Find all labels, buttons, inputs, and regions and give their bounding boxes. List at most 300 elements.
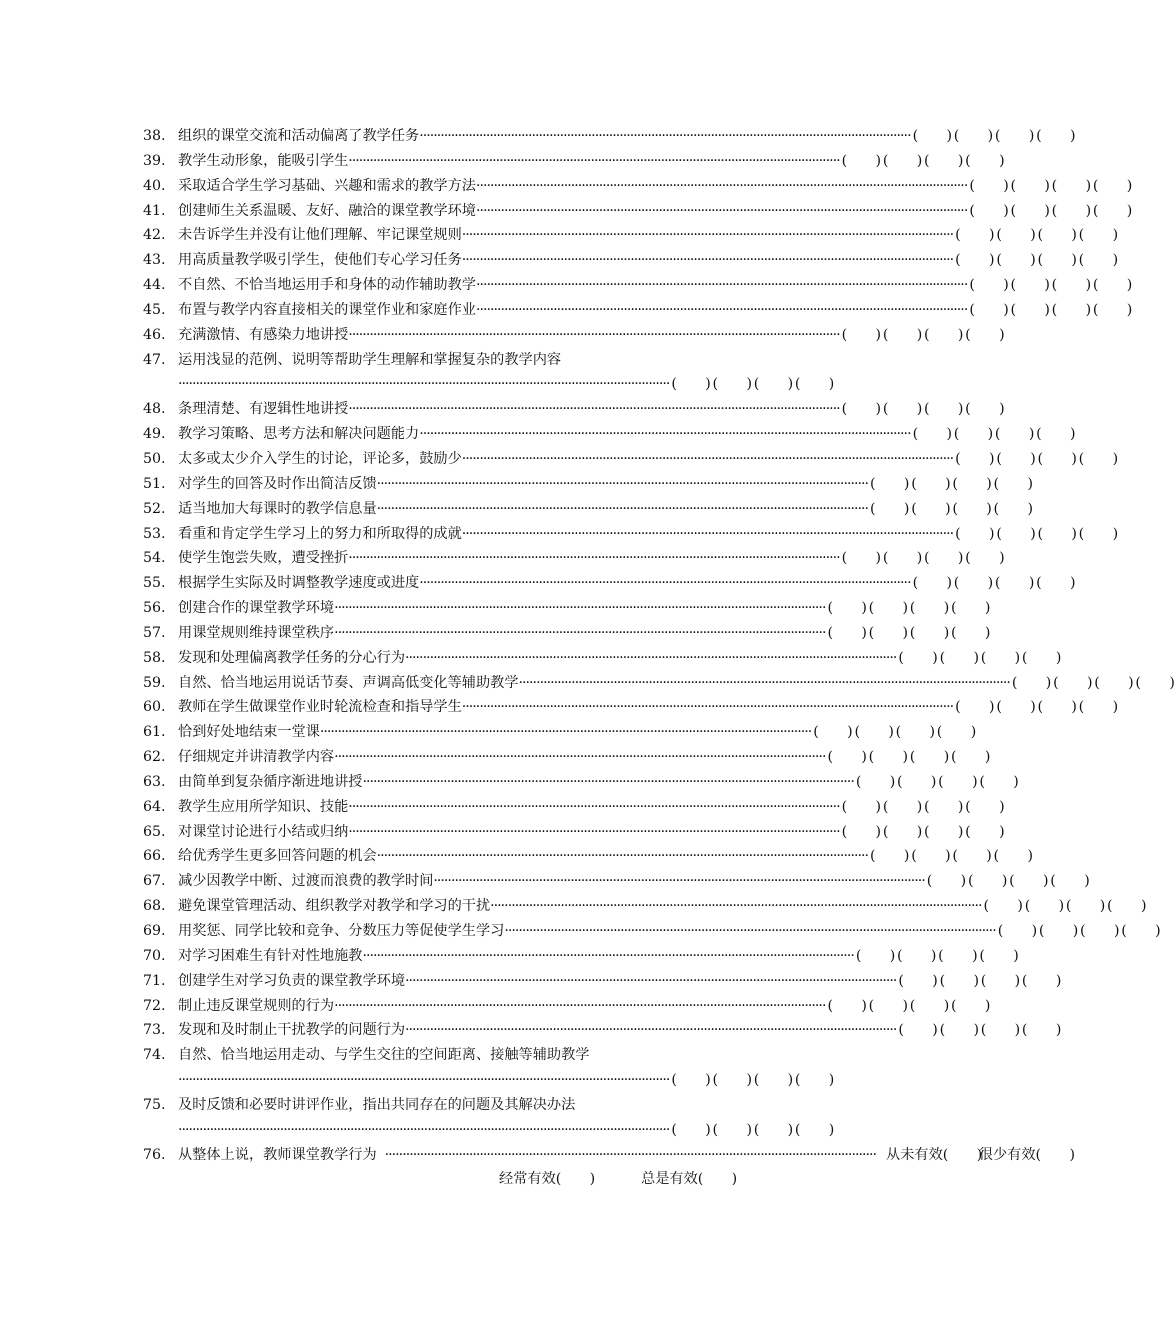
rating-checkbox[interactable]: ( ): [827, 749, 867, 766]
item-text: 自然、恰当地运用走动、与学生交往的空间距离、接触等辅助教学: [178, 1047, 590, 1064]
rating-checkbox[interactable]: ( ): [868, 749, 909, 766]
rating-checkbox[interactable]: ( ): [955, 252, 995, 269]
rating-checkbox[interactable]: ( ): [1092, 202, 1133, 219]
rating-checkbox[interactable]: ( ): [671, 1072, 711, 1089]
option-checkbox[interactable]: ( ): [697, 1171, 738, 1188]
dot-leader: ············································································································································: [178, 376, 670, 393]
dot-leader: ············································································································································: [376, 475, 869, 492]
rating-checkbox[interactable]: ( ): [967, 873, 1008, 890]
item-text: 及时反馈和必要时讲评作业，指出共同存在的问题及其解决办法: [178, 1096, 576, 1113]
rating-checkbox[interactable]: ( ): [926, 873, 967, 890]
survey-item: [143, 323, 1005, 348]
survey-item: [143, 820, 1005, 845]
rating-checkbox[interactable]: ( ): [1011, 674, 1052, 691]
item-number: 53.: [143, 525, 166, 542]
rating-boxes: [969, 199, 1132, 224]
item-text: 运用浅显的范例、说明等帮助学生理解和掌握复杂的教学内容: [178, 351, 562, 368]
rating-checkbox[interactable]: ( ): [1121, 923, 1161, 939]
rating-boxes: [827, 745, 990, 770]
rating-checkbox[interactable]: ( ): [993, 848, 1033, 865]
dot-leader: ············································································································································: [475, 202, 968, 219]
rating-checkbox[interactable]: ( ): [1010, 202, 1050, 219]
item-number: 71.: [143, 972, 166, 989]
rating-checkbox[interactable]: ( ): [882, 152, 923, 169]
survey-item: [143, 844, 1033, 869]
rating-checkbox[interactable]: ( ): [1092, 301, 1133, 318]
dot-leader: ············································································································································: [433, 873, 925, 890]
rating-checkbox[interactable]: ( ): [923, 798, 964, 815]
item-text: 教学生动形象，能吸引学生: [178, 152, 349, 169]
survey-item: [143, 695, 1119, 720]
rating-checkbox[interactable]: ( ): [979, 947, 1019, 964]
dot-leader: ············································································································································: [419, 426, 911, 443]
item-number: 68.: [143, 898, 166, 915]
rating-checkbox[interactable]: ( ): [965, 550, 1005, 567]
item-text: 仔细规定并讲清教学内容: [178, 749, 335, 766]
rating-checkbox[interactable]: ( ): [939, 1022, 980, 1039]
rating-boxes: [856, 770, 1019, 795]
rating-checkbox[interactable]: ( ): [996, 525, 1036, 542]
final-option: [886, 1143, 983, 1168]
rating-checkbox[interactable]: ( ): [1094, 674, 1134, 691]
item-number: 60.: [143, 699, 166, 716]
rating-checkbox[interactable]: ( ): [911, 475, 951, 492]
rating-checkbox[interactable]: ( ): [753, 1121, 794, 1138]
item-number: 56.: [143, 600, 166, 617]
item-number: 74.: [143, 1047, 166, 1064]
survey-item: [143, 124, 1076, 149]
rating-checkbox[interactable]: ( ): [979, 773, 1019, 790]
dot-leader: ············································································································································: [362, 773, 854, 790]
rating-checkbox[interactable]: ( ): [909, 600, 950, 617]
survey-item: [143, 273, 1133, 298]
rating-checkbox[interactable]: ( ): [882, 823, 923, 840]
rating-checkbox[interactable]: ( ): [1038, 923, 1079, 939]
item-text: 使学生饱尝失败，遭受挫折: [178, 550, 349, 567]
rating-checkbox[interactable]: ( ): [953, 426, 994, 443]
item-text: 布置与教学内容直接相关的课堂作业和家庭作业: [178, 301, 476, 318]
dot-leader: ············································································································································: [334, 997, 826, 1014]
survey-item: [143, 1018, 1062, 1043]
rating-checkbox[interactable]: ( ): [955, 227, 995, 244]
rating-checkbox[interactable]: ( ): [996, 699, 1036, 716]
option-checkbox[interactable]: ( ): [555, 1171, 596, 1188]
item-text: 发现和处理偏离教学任务的分心行为: [178, 649, 406, 666]
rating-checkbox[interactable]: ( ): [841, 550, 882, 567]
rating-checkbox[interactable]: ( ): [1036, 128, 1076, 144]
rating-checkbox[interactable]: ( ): [868, 997, 909, 1014]
rating-checkbox[interactable]: ( ): [1051, 277, 1092, 294]
rating-checkbox[interactable]: ( ): [994, 128, 1035, 144]
rating-boxes: [898, 646, 1061, 671]
rating-checkbox[interactable]: ( ): [980, 649, 1021, 666]
item-text: 避免课堂管理活动、组织教学对教学和学习的干扰: [178, 898, 491, 915]
rating-checkbox[interactable]: ( ): [1037, 450, 1077, 467]
rating-checkbox[interactable]: ( ): [827, 600, 867, 617]
rating-boxes: [842, 820, 1005, 845]
rating-checkbox[interactable]: ( ): [671, 1121, 711, 1138]
rating-checkbox[interactable]: ( ): [969, 277, 1009, 294]
rating-checkbox[interactable]: ( ): [950, 600, 991, 617]
rating-boxes: [813, 720, 976, 745]
rating-boxes: [913, 124, 1076, 149]
rating-checkbox[interactable]: ( ): [952, 500, 992, 517]
item-text: 创建师生关系温暖、友好、融洽的课堂教学环境: [178, 202, 476, 219]
rating-boxes: [913, 422, 1076, 447]
rating-checkbox[interactable]: ( ): [965, 152, 1005, 169]
item-text: 不自然、不恰当地运用手和身体的动作辅助教学: [178, 277, 476, 294]
rating-checkbox[interactable]: ( ): [870, 848, 910, 865]
rating-checkbox[interactable]: ( ): [996, 252, 1036, 269]
rating-checkbox[interactable]: ( ): [1051, 301, 1092, 318]
rating-checkbox[interactable]: ( ): [1065, 898, 1106, 915]
dot-leader: ············································································································································: [384, 1146, 877, 1163]
rating-checkbox[interactable]: ( ): [939, 972, 980, 989]
rating-boxes: [827, 621, 990, 646]
rating-checkbox[interactable]: ( ): [898, 1022, 938, 1039]
rating-checkbox[interactable]: ( ): [1037, 525, 1077, 542]
rating-checkbox[interactable]: ( ): [855, 773, 896, 790]
rating-checkbox[interactable]: ( ): [923, 401, 964, 418]
dot-leader: ············································································································································: [178, 1121, 670, 1138]
item-text: 充满激情、有感染力地讲授: [178, 326, 349, 343]
dot-leader: ············································································································································: [461, 227, 954, 244]
rating-checkbox[interactable]: ( ): [1021, 972, 1062, 989]
rating-checkbox[interactable]: ( ): [841, 798, 882, 815]
survey-item: [143, 770, 1019, 795]
survey-item: [143, 795, 1005, 820]
rating-checkbox[interactable]: ( ): [868, 624, 909, 641]
item-number: 40.: [143, 177, 166, 194]
rating-checkbox[interactable]: ( ): [1078, 252, 1119, 269]
rating-checkbox[interactable]: ( ): [909, 749, 950, 766]
item-number: 61.: [143, 724, 166, 741]
rating-checkbox[interactable]: ( ): [1009, 873, 1049, 890]
rating-boxes: [842, 323, 1005, 348]
survey-item: [143, 745, 991, 770]
rating-checkbox[interactable]: ( ): [794, 1121, 835, 1138]
rating-checkbox[interactable]: ( ): [897, 947, 937, 964]
item-text: 自然、恰当地运用说话节奏、声调高低变化等辅助教学: [178, 674, 519, 691]
rating-boxes: [955, 695, 1118, 720]
rating-checkbox[interactable]: ( ): [909, 624, 950, 641]
rating-checkbox[interactable]: ( ): [898, 972, 938, 989]
survey-item: [143, 894, 1147, 919]
survey-item-list: [143, 124, 1175, 1192]
rating-checkbox[interactable]: ( ): [980, 972, 1021, 989]
survey-item: [143, 994, 991, 1019]
survey-item: [143, 223, 1119, 248]
rating-checkbox[interactable]: ( ): [1021, 1022, 1062, 1039]
rating-checkbox[interactable]: ( ): [794, 376, 835, 393]
rating-checkbox[interactable]: ( ): [965, 401, 1005, 418]
rating-boxes: [1012, 671, 1175, 696]
rating-checkbox[interactable]: ( ): [969, 301, 1009, 318]
item-text: 太多或太少介入学生的讨论，评论多，鼓励少: [178, 450, 462, 467]
item-number: 58.: [143, 649, 166, 666]
survey-item: [143, 546, 1005, 571]
rating-checkbox[interactable]: ( ): [1036, 575, 1076, 592]
rating-checkbox[interactable]: ( ): [955, 525, 995, 542]
rating-boxes: [955, 447, 1118, 472]
item-text: 用高质量教学吸引学生，使他们专心学习任务: [178, 252, 462, 269]
rating-checkbox[interactable]: ( ): [965, 798, 1005, 815]
survey-item: [143, 199, 1133, 224]
rating-checkbox[interactable]: ( ): [898, 649, 938, 666]
rating-checkbox[interactable]: ( ): [911, 848, 951, 865]
rating-checkbox[interactable]: ( ): [827, 624, 867, 641]
rating-checkbox[interactable]: ( ): [882, 550, 923, 567]
rating-checkbox[interactable]: ( ): [1078, 525, 1119, 542]
rating-boxes: [955, 248, 1118, 273]
rating-checkbox[interactable]: ( ): [753, 1072, 794, 1089]
rating-checkbox[interactable]: ( ): [923, 326, 964, 343]
survey-item: [143, 596, 991, 621]
item-text: 由简单到复杂循序渐进地讲授: [178, 773, 363, 790]
rating-checkbox[interactable]: ( ): [912, 426, 953, 443]
rating-checkbox[interactable]: ( ): [1078, 450, 1119, 467]
rating-checkbox[interactable]: ( ): [952, 475, 992, 492]
item-number: 41.: [143, 202, 166, 219]
rating-checkbox[interactable]: ( ): [870, 475, 910, 492]
dot-leader: ············································································································································: [334, 624, 826, 641]
rating-boxes: [870, 844, 1033, 869]
final-option-label: 很少有效: [978, 1146, 1036, 1163]
rating-checkbox[interactable]: ( ): [912, 575, 953, 592]
survey-item: [143, 149, 1005, 174]
rating-checkbox[interactable]: ( ): [1051, 202, 1092, 219]
rating-checkbox[interactable]: ( ): [938, 773, 978, 790]
option-checkbox[interactable]: ( ): [942, 1146, 983, 1163]
dot-leader: ············································································································································: [348, 550, 840, 567]
rating-checkbox[interactable]: ( ): [671, 376, 711, 393]
dot-leader: ············································································································································: [475, 277, 968, 294]
dot-leader: ············································································································································: [376, 848, 869, 865]
item-number: 46.: [143, 326, 166, 343]
rating-checkbox[interactable]: ( ): [1010, 177, 1050, 194]
rating-checkbox[interactable]: ( ): [923, 823, 964, 840]
item-text: 用奖惩、同学比较和竞争、分数压力等促使学生学习: [178, 923, 505, 939]
rating-checkbox[interactable]: ( ): [1024, 898, 1065, 915]
item-text: 对学生的回答及时作出简洁反馈: [178, 475, 377, 492]
rating-checkbox[interactable]: ( ): [994, 426, 1035, 443]
rating-checkbox[interactable]: ( ): [841, 401, 882, 418]
dot-leader: ············································································································································: [405, 1022, 897, 1039]
item-number: 70.: [143, 947, 166, 964]
dot-leader: ············································································································································: [518, 674, 1010, 691]
item-number: 49.: [143, 426, 166, 443]
rating-checkbox[interactable]: ( ): [794, 1072, 835, 1089]
item-text: 发现和及时制止干扰教学的问题行为: [178, 1022, 406, 1039]
rating-checkbox[interactable]: ( ): [936, 724, 977, 741]
rating-checkbox[interactable]: ( ): [1080, 923, 1120, 939]
rating-checkbox[interactable]: ( ): [938, 947, 978, 964]
rating-checkbox[interactable]: ( ): [1078, 227, 1119, 244]
dot-leader: ············································································································································: [405, 649, 897, 666]
rating-boxes: [842, 149, 1005, 174]
item-number: 76.: [143, 1146, 166, 1163]
rating-checkbox[interactable]: ( ): [827, 997, 867, 1014]
rating-checkbox[interactable]: ( ): [1010, 301, 1050, 318]
rating-boxes: [856, 944, 1019, 969]
rating-checkbox[interactable]: ( ): [909, 997, 950, 1014]
rating-checkbox[interactable]: ( ): [1053, 674, 1093, 691]
item-number: 51.: [143, 475, 166, 492]
rating-checkbox[interactable]: ( ): [996, 227, 1036, 244]
item-text: 对课堂讨论进行小结或归纳: [178, 823, 349, 840]
item-number: 52.: [143, 500, 166, 517]
rating-checkbox[interactable]: ( ): [965, 823, 1005, 840]
dot-leader: ············································································································································: [376, 500, 869, 517]
dot-leader: ············································································································································: [348, 401, 840, 418]
rating-checkbox[interactable]: ( ): [953, 128, 994, 144]
survey-item: [143, 248, 1119, 273]
rating-checkbox[interactable]: ( ): [983, 898, 1023, 915]
rating-boxes: [998, 919, 1161, 944]
rating-checkbox[interactable]: ( ): [882, 798, 923, 815]
option-checkbox[interactable]: ( ): [1035, 1146, 1075, 1163]
survey-item: [143, 646, 1062, 671]
dot-leader: ············································································································································: [461, 450, 954, 467]
item-text: 用课堂规则维持课堂秩序: [178, 624, 335, 641]
rating-checkbox[interactable]: ( ): [813, 724, 853, 741]
dot-leader: ············································································································································: [461, 525, 954, 542]
survey-item: [143, 869, 1090, 894]
item-text: 创建合作的课堂教学环境: [178, 600, 335, 617]
rating-checkbox[interactable]: ( ): [1051, 177, 1092, 194]
dot-leader: ············································································································································: [362, 947, 854, 964]
rating-checkbox[interactable]: ( ): [965, 326, 1005, 343]
rating-checkbox[interactable]: ( ): [1021, 649, 1062, 666]
item-text: 减少因教学中断、过渡而浪费的教学时间: [178, 873, 434, 890]
rating-checkbox[interactable]: ( ): [969, 177, 1009, 194]
rating-checkbox[interactable]: ( ): [712, 1072, 752, 1089]
rating-boxes: [898, 969, 1061, 994]
item-number: 38.: [143, 128, 166, 144]
item-text: 根据学生实际及时调整教学速度或进度: [178, 575, 420, 592]
dot-leader: ············································································································································: [461, 252, 954, 269]
rating-checkbox[interactable]: ( ): [952, 848, 992, 865]
rating-checkbox[interactable]: ( ): [1010, 277, 1050, 294]
rating-boxes: [969, 174, 1132, 199]
rating-checkbox[interactable]: ( ): [1135, 674, 1175, 691]
item-number: 72.: [143, 997, 166, 1014]
rating-checkbox[interactable]: ( ): [1107, 898, 1147, 915]
item-number: 43.: [143, 252, 166, 269]
survey-item: [143, 1043, 783, 1068]
dot-leader: ············································································································································: [419, 128, 911, 144]
final-option: [499, 1167, 641, 1192]
rating-checkbox[interactable]: ( ): [1037, 699, 1077, 716]
dot-leader: ············································································································································: [405, 972, 897, 989]
rating-checkbox[interactable]: ( ): [980, 1022, 1021, 1039]
rating-checkbox[interactable]: ( ): [950, 624, 991, 641]
rating-checkbox[interactable]: ( ): [868, 600, 909, 617]
survey-item: [143, 348, 783, 373]
item-number: 48.: [143, 401, 166, 418]
rating-checkbox[interactable]: ( ): [996, 450, 1036, 467]
rating-checkbox[interactable]: ( ): [953, 575, 994, 592]
item-text: 给优秀学生更多回答问题的机会: [178, 848, 377, 865]
rating-checkbox[interactable]: ( ): [1078, 699, 1119, 716]
rating-boxes: [671, 372, 834, 397]
survey-item: [143, 447, 1119, 472]
item-text: 组织的课堂交流和活动偏离了教学任务: [178, 128, 420, 144]
final-option-label: 经常有效: [499, 1171, 556, 1188]
final-option: [978, 1143, 1075, 1168]
survey-item: [143, 497, 1033, 522]
dot-leader: ············································································································································: [348, 823, 840, 840]
rating-checkbox[interactable]: ( ): [950, 997, 991, 1014]
rating-checkbox[interactable]: ( ): [897, 773, 937, 790]
item-number: 62.: [143, 749, 166, 766]
rating-checkbox[interactable]: ( ): [993, 475, 1033, 492]
survey-item: [143, 472, 1033, 497]
rating-checkbox[interactable]: ( ): [841, 326, 882, 343]
rating-boxes: [870, 472, 1033, 497]
survey-item: [143, 720, 977, 745]
rating-checkbox[interactable]: ( ): [939, 649, 980, 666]
rating-checkbox[interactable]: ( ): [712, 1121, 752, 1138]
rating-checkbox[interactable]: ( ): [1092, 177, 1133, 194]
dot-leader: ············································································································································: [348, 152, 840, 169]
rating-checkbox[interactable]: ( ): [994, 575, 1035, 592]
dot-leader: ············································································································································: [419, 575, 911, 592]
rating-boxes: [898, 1018, 1061, 1043]
item-number: 75.: [143, 1096, 166, 1113]
rating-checkbox[interactable]: ( ): [955, 450, 995, 467]
item-number: 55.: [143, 575, 166, 592]
item-text: 适当地加大每课时的教学信息量: [178, 500, 377, 517]
rating-checkbox[interactable]: ( ): [955, 699, 995, 716]
rating-checkbox[interactable]: ( ): [923, 550, 964, 567]
item-text: 对学习困难生有针对性地施教: [178, 947, 363, 964]
rating-checkbox[interactable]: ( ): [950, 749, 991, 766]
rating-checkbox[interactable]: ( ): [854, 724, 894, 741]
final-item: [143, 1143, 1075, 1168]
item-text: 从整体上说，教师课堂教学行为: [178, 1146, 377, 1163]
item-number: 73.: [143, 1022, 166, 1039]
rating-checkbox[interactable]: ( ): [895, 724, 936, 741]
survey-item: [143, 944, 1019, 969]
rating-checkbox[interactable]: ( ): [923, 152, 964, 169]
rating-checkbox[interactable]: ( ): [753, 376, 794, 393]
rating-checkbox[interactable]: ( ): [969, 202, 1009, 219]
rating-checkbox[interactable]: ( ): [1037, 227, 1077, 244]
rating-checkbox[interactable]: ( ): [1092, 277, 1133, 294]
final-option-label: 总是有效: [641, 1171, 698, 1188]
rating-checkbox[interactable]: ( ): [841, 823, 882, 840]
item-number: 57.: [143, 624, 166, 641]
rating-checkbox[interactable]: ( ): [855, 947, 896, 964]
rating-checkbox[interactable]: ( ): [870, 500, 910, 517]
item-number: 59.: [143, 674, 166, 691]
rating-checkbox[interactable]: ( ): [912, 128, 953, 144]
rating-checkbox[interactable]: ( ): [911, 500, 951, 517]
item-text: 采取适合学生学习基础、兴趣和需求的教学方法: [178, 177, 476, 194]
rating-checkbox[interactable]: ( ): [1037, 252, 1077, 269]
rating-checkbox[interactable]: ( ): [997, 923, 1038, 939]
item-text: 教学生应用所学知识、技能: [178, 798, 349, 815]
rating-checkbox[interactable]: ( ): [993, 500, 1033, 517]
rating-checkbox[interactable]: ( ): [712, 376, 752, 393]
rating-checkbox[interactable]: ( ): [1050, 873, 1090, 890]
rating-checkbox[interactable]: ( ): [1036, 426, 1076, 443]
rating-boxes: [870, 497, 1033, 522]
rating-checkbox[interactable]: ( ): [882, 401, 923, 418]
rating-checkbox[interactable]: ( ): [882, 326, 923, 343]
rating-checkbox[interactable]: ( ): [841, 152, 882, 169]
